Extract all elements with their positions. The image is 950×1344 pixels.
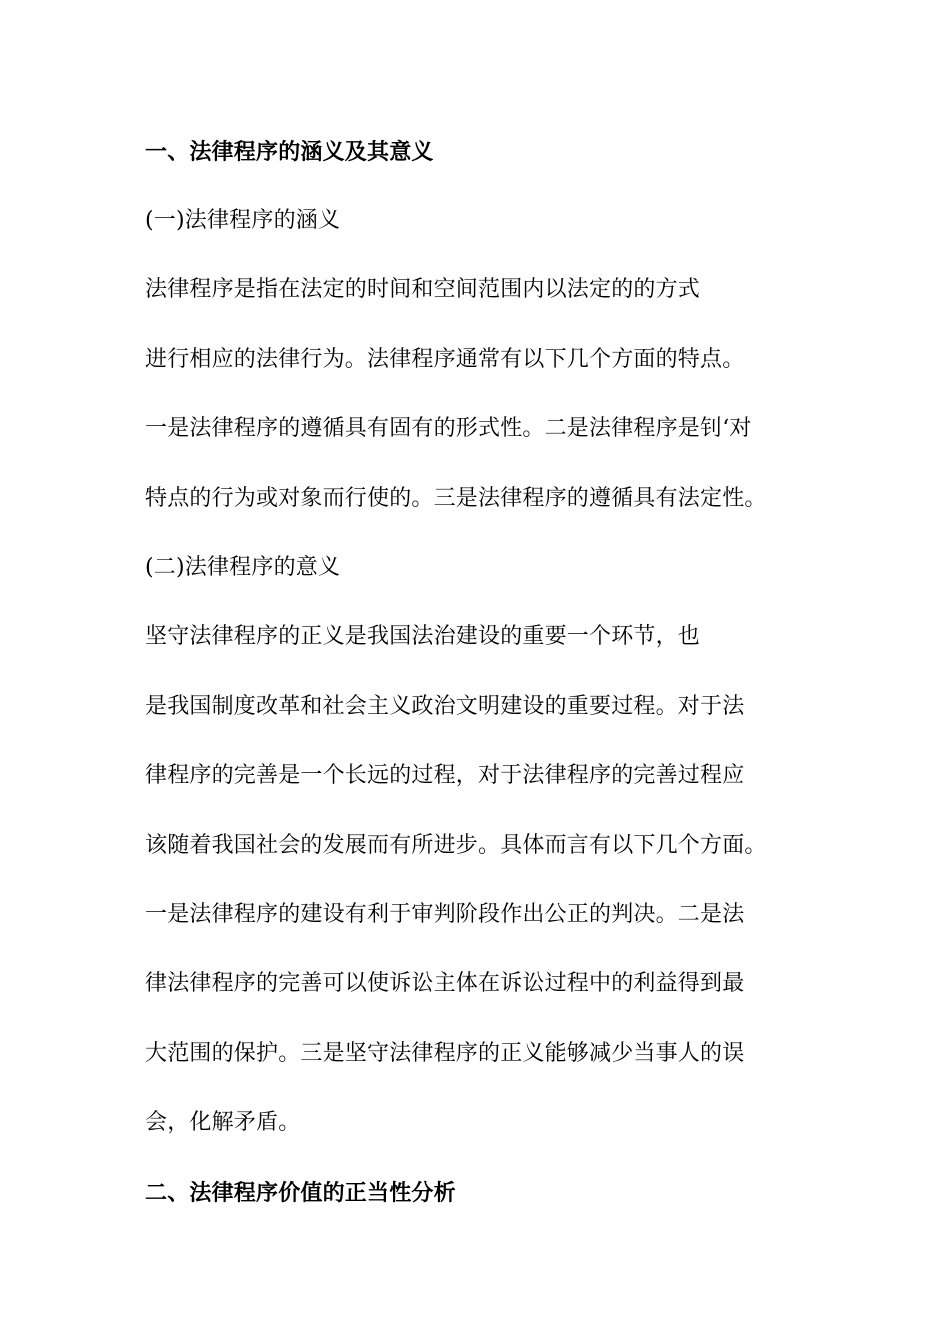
body-line: 一是法律程序的遵循具有固有的形式性。二是法律程序是钊‘对	[145, 416, 752, 441]
body-line: 会，化解矛盾。	[145, 1110, 301, 1135]
body-line: 一是法律程序的建设有利于审判阶段作出公正的判决。二是法	[145, 902, 745, 927]
body-line: 该随着我国社会的发展而有所进步。具体而言有以下几个方面。	[145, 833, 767, 858]
body-line: 进行相应的法律行为。法律程序通常有以下几个方面的特点。	[145, 347, 745, 372]
body-line: 坚守法律程序的正义是我国法治建设的重要一个环节，也	[145, 624, 701, 649]
body-line: 是我国制度改革和社会主义政治文明建设的重要过程。对于法	[145, 694, 745, 719]
body-line: 律程序的完善是一个长远的过程，对于法律程序的完善过程应	[145, 763, 745, 788]
subsection-heading-2: (二)法律程序的意义	[145, 555, 341, 580]
section-heading-2: 二、法律程序价值的正当性分析	[145, 1180, 456, 1206]
section-heading-1: 一、法律程序的涵义及其意义	[145, 139, 434, 165]
body-line: 律法律程序的完善可以使诉讼主体在诉讼过程中的利益得到最	[145, 971, 745, 996]
body-line: 大范围的保护。三是坚守法律程序的正义能够减少当事人的误	[145, 1041, 745, 1066]
body-line: 特点的行为或对象而行使的。三是法律程序的遵循具有法定性。	[145, 486, 767, 511]
subsection-heading-1: (一)法律程序的涵义	[145, 208, 341, 233]
body-line: 法律程序是指在法定的时间和空间范围内以法定的的方式	[145, 277, 701, 302]
